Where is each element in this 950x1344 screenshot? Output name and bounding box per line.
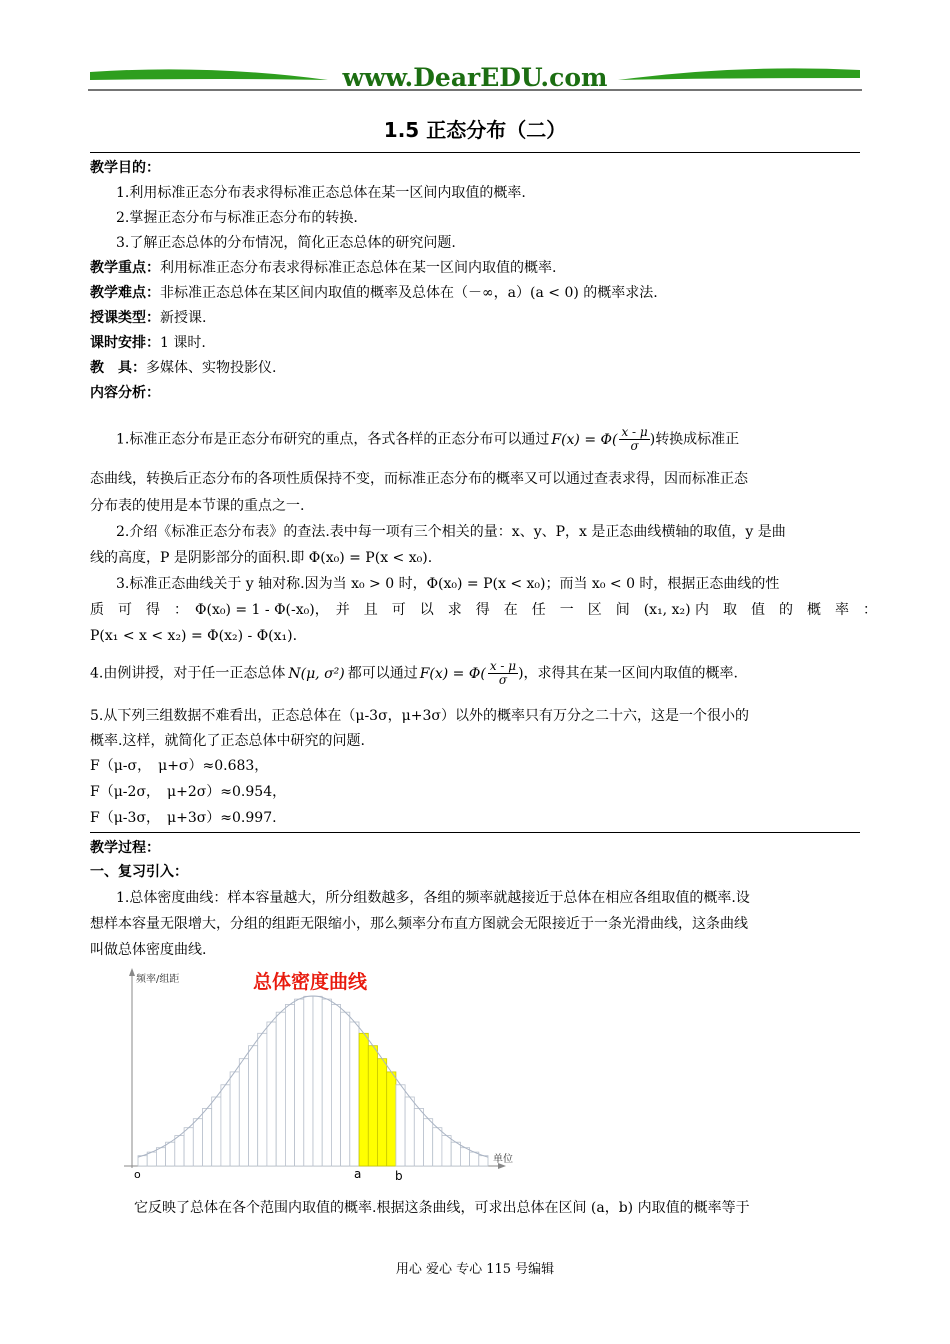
histogram-bar [147,1152,156,1166]
analysis-p1-line1: 1.标准正态分布是正态分布研究的重点，各式各样的正态分布可以通过 F(x) = Φ( $\frac{x - \mu}{\sigma}$ )转换成标准正 [116,425,740,453]
analysis-p1-line2: 态曲线，转换后正态分布的各项性质保持不变，而标准正态分布的概率又可以通过查表求得，因而标准正态 [90,471,748,487]
density-figure [118,966,538,1188]
highlighted-bar [359,1033,368,1166]
histogram-bar [258,1033,267,1166]
banner-right-swoosh [618,68,860,80]
analysis-p5-line1: 5.从下列三组数据不难看出，正态总体在（μ-3σ，μ+3σ）以外的概率只有万分之二十六，这是一个很小的 [90,708,749,724]
histogram-bar [451,1142,460,1166]
goal-item: 1.利用标准正态分布表求得标准正态总体在某一区间内取值的概率. [116,185,526,201]
histogram-bar [285,1005,294,1167]
histogram-bar [184,1128,193,1166]
histogram-bar [156,1148,165,1166]
histogram-bar [304,996,313,1166]
histogram-bar [175,1136,184,1166]
histogram-bars [138,996,488,1166]
review-heading: 一、复习引入： [90,864,188,880]
process-p1-line2: 想样本容量无限增大，分组的组距无限缩小，那么频率分布直方图就会无限接近于一条光滑曲线，这条曲线 [90,916,748,932]
histogram-bar [203,1108,212,1166]
histogram-bar [276,1012,285,1166]
analysis-p5-line2: 概率.这样，就简化了正态总体中研究的问题. [90,733,365,749]
figure-title: 总体密度曲线 [253,971,368,993]
lesson-hours: 课时安排：1 课时. [90,335,206,351]
process-p1-line3: 叫做总体密度曲线. [90,942,207,958]
y-axis-label: 频率/组距 [136,974,180,985]
difficult-point: 教学难点：非标准正态总体在某区间内取值的概率及总体在（－∞，a）(a < 0) 的概率求法. [90,285,658,301]
process-heading: 教学过程： [90,840,160,856]
histogram-bar [460,1148,469,1166]
goal-item: 3.了解正态总体的分布情况，简化正态总体的研究问题. [116,235,456,251]
analysis-p3-line2: 质 可 得 ： Φ(x₀) = 1 - Φ(-x₀)， 并 且 可 以 求 得 在 任 一 区 间 (x₁, x₂) 内 取 值 的 概 率 ： [90,602,878,618]
lesson-type: 授课类型：新授课. [90,310,207,326]
histogram-bar [322,999,331,1166]
formula-1sigma: F（μ-σ， μ+σ）≈0.683， [90,758,269,774]
histogram-bar [239,1059,248,1166]
histogram-bar [350,1022,359,1166]
b-label: b [395,1169,403,1183]
histogram-bar [331,1005,340,1167]
analysis-p4: 4.由例讲授，对于任一正态总体 N(μ, σ²) 都可以通过 F(x) = Φ( $\frac{x - \mu}{\sigma}$ )，求得其在某一区间内取值的概率. [90,659,738,687]
histogram-bar [442,1136,451,1166]
histogram-bar [424,1119,433,1166]
title-divider [90,152,860,153]
banner-left-swoosh [90,69,328,80]
formula-2sigma: F（μ-2σ， μ+2σ）≈0.954， [90,784,287,800]
analysis-p3-line3: P(x₁ < x < x₂) = Φ(x₂) - Φ(x₁). [90,628,298,644]
origin-label: o [134,1168,141,1181]
histogram-bar [313,996,322,1166]
histogram-bar [341,1012,350,1166]
goals-heading: 教学目的： [90,160,160,176]
teaching-tools: 教 具：多媒体、实物投影仪. [90,360,277,376]
section-divider [90,832,860,833]
y-axis-arrow [129,968,135,976]
analysis-p3-line1: 3.标准正态曲线关于 y 轴对称.因为当 x₀ > 0 时，Φ(x₀) = P(x < x₀)；而当 x₀ < 0 时，根据正态曲线的性 [116,576,780,592]
process-p1-line1: 1.总体密度曲线：样本容量越大，所分组数越多，各组的频率就越接近于总体在相应各组取值的概率.设 [116,890,750,906]
fraction: $\frac{x - \mu}{\sigma}$ [621,425,648,453]
closing-paragraph: 它反映了总体在各个范围内取值的概率.根据这条曲线，可求出总体在区间 (a，b) 内取值的概率等于 [134,1200,750,1216]
histogram-bar [433,1128,442,1166]
site-name: www.DearEDU.com [342,63,608,92]
page-title: 1.5 正态分布（二） [383,118,567,142]
histogram-bar [212,1097,221,1166]
highlighted-bar [387,1072,396,1166]
page-footer: 用心 爱心 专心 115 号编辑 [395,1262,555,1277]
histogram-bar [249,1046,258,1166]
formula-3sigma: F（μ-3σ， μ+3σ）≈0.997. [90,810,277,826]
fraction: $\frac{x - \mu}{\sigma}$ [489,659,517,687]
histogram-bar [470,1152,479,1166]
highlighted-bar [378,1059,387,1166]
histogram-bar [138,1156,147,1166]
analysis-p1-line3: 分布表的使用是本节课的重点之一. [90,498,305,514]
histogram-bar [166,1142,175,1166]
site-banner [88,58,862,98]
x-axis-label: 单位 [493,1154,513,1165]
a-label: a [354,1167,362,1181]
histogram-bar [221,1085,230,1166]
histogram-bar [396,1085,405,1166]
histogram-bar [193,1119,202,1166]
histogram-bar [295,999,304,1166]
histogram-bar [267,1022,276,1166]
histogram-bar [479,1156,488,1166]
key-point: 教学重点：利用标准正态分布表求得标准正态总体在某一区间内取值的概率. [90,260,557,276]
histogram-bar [405,1097,414,1166]
goal-item: 2.掌握正态分布与标准正态分布的转换. [116,210,358,226]
histogram-bar [230,1072,239,1166]
analysis-heading: 内容分析： [90,385,160,401]
analysis-p2-line1: 2.介绍《标准正态分布表》的查法.表中每一项有三个相关的量：x、y、P，x 是正态曲线横轴的取值，y 是曲 [116,524,786,540]
histogram-bar [414,1108,423,1166]
analysis-p2-line2: 线的高度，P 是阴影部分的面积.即 Φ(x₀) = P(x < x₀). [90,550,433,566]
highlighted-bar [368,1046,377,1166]
